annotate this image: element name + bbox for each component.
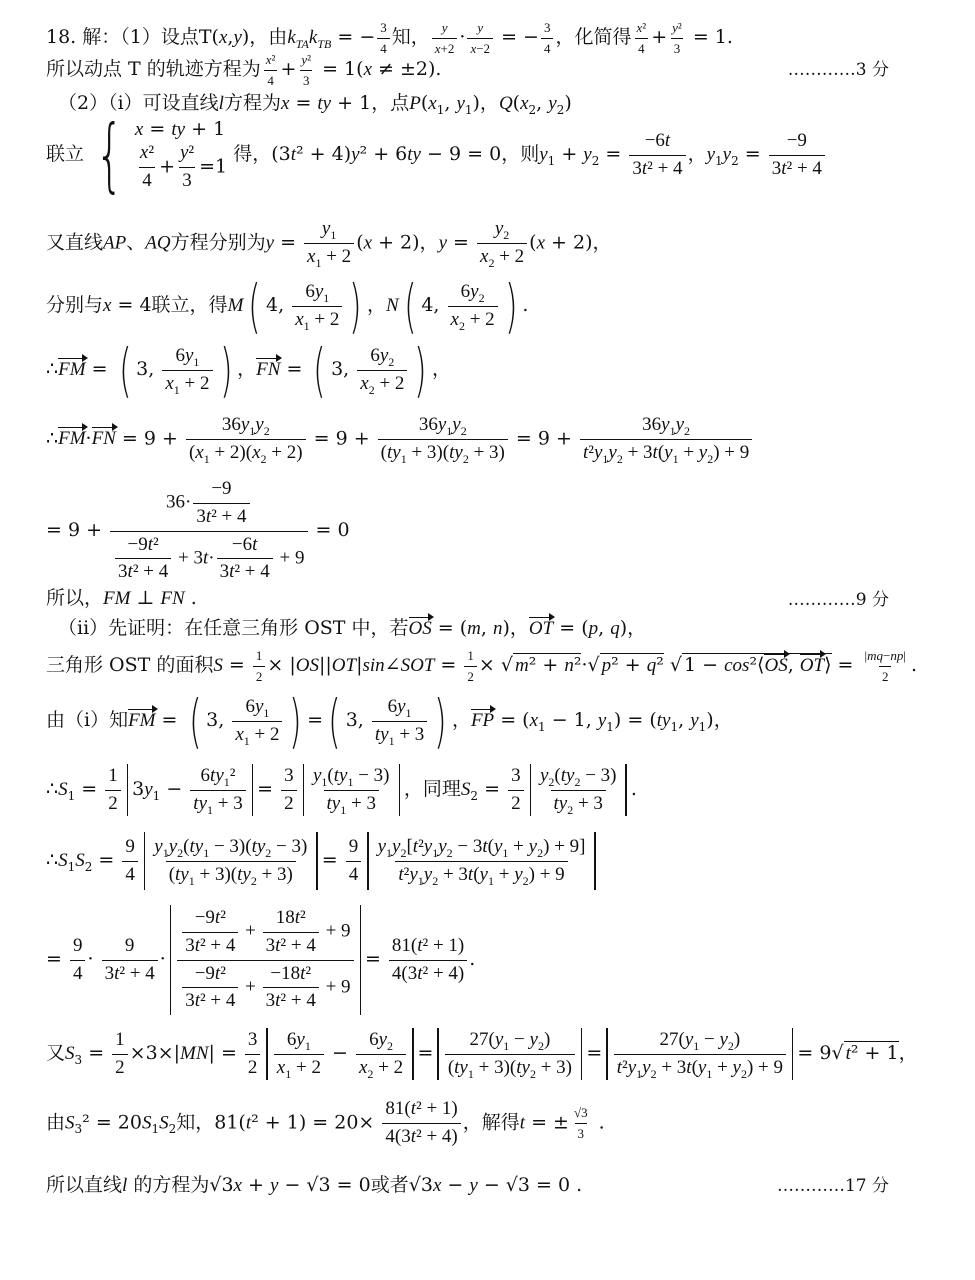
text: 分别与 [46,294,104,317]
text: 又直线 [46,231,104,254]
text: 由（i）知 [46,709,129,732]
part2-ii-line: （ii）先证明：在任意三角形 OST 中，若OS = (m, n)，OT = (p, q)， [58,617,647,639]
text: 或者 [370,1174,409,1196]
s3-line: 又$S_3$ = $\frac{1}{2}$ ×3×|MN| = $\frac{3}{2}$ $\frac{6y_1}{x_1 + 2}$ − $\frac{6y_2}{x_2 + 2}$ = $\frac{27(y_1 - y_2)}{(ty_1 + 3)(ty_2 + 3)}$ = $\frac{27(y_1 - y_2)}{t^2y_1y_2 + 3t(y_1 + y_2) + 9}$ = 9√ t² + 1， [46,1028,918,1081]
s3-squared-line: 由$S_3^2 = 20S_1S_2$知，81(t² + 1) = 20× $\frac{\text{81(t² + 1)}}{\text{4(3t² + 4)}}$ ，解得t = ± $\frac{√3}{3}$ . [46,1098,605,1147]
text: 联立 [46,143,85,166]
text: ，化简得 [555,26,632,49]
dot-product-line: ∴FM·FN = 9 + $\frac{36y_1y_2}{(x_1 + 2)(x_2 + 2)}$ = 9 + $\frac{36y_1y_2}{(ty_1 + 3)(ty_2 + 3)}$ = 9 + $\frac{36y_1y_2}{t^2y_1y_2 + 3t(y_1 + y_2) + 9}$ [46,414,754,465]
system-line: 联立 { x = ty + 1 $\frac{\text{x²}}{4}$ + $\frac{\text{y²}}{3}$ =1 得，(3t² + 4)y² + 6ty − 9 = 0，则$y_1 + y_2$ = $\frac{-6t}{\text{3t² + 4}}$ ，$y_1y_2$ = $\frac{-9}{\text{3t² + 4}}$ [46,118,827,192]
text: ，点 [371,92,410,114]
score-3: …………3 分 [787,60,889,80]
s1s2-line: $\therefore S_1S_2$ = $\frac{9}{4}$ $\frac{y_1y_2(ty_1 - 3)(ty_2 - 3)}{(ty_1 + 3)(ty_2 + 3)}$ = $\frac{9}{4}$ $\frac{y_1y_2[t^2y_1y_2 - 3t(y_1 + y_2) + 9]}{t^2y_1y_2 + 3t(y_1 + y_2) + 9}$ [46,832,600,890]
q18-intro: 18. 解：（1）设点 [46,26,199,49]
q18-line1: 18. 解：（1）设点T(x,y)，由$k_{TA}k_{TB}$ = − $\frac{3}{4}$ 知， $\frac{y}{x+2}$ · $\frac{y}{x-2}$ = − $\frac{3}{4}$ ，化简得 $\frac{\text{x²}}{4}$ + $\frac{\text{y²}}{3}$ = 1. [46,20,733,56]
text: 的方程为 [127,1174,210,1196]
text: 知， [391,26,430,49]
text: 三角形 OST 的面积 [46,654,214,677]
text: 所以动点 T 的轨迹方程为 [46,58,261,81]
text: 所以， [46,587,104,609]
s1s2-compound: = $\frac{9}{4}$ · $\frac{9}{\text{3t² + 4}}$ · $\frac{\text{−9t²}}{\text{3t² + 4}}$ + $\frac{\text{18t²}}{\text{3t² + 4}}$ + 9 $\frac{\text{−9t²}}{\text{3t² + 4}}$ + $\frac{\text{−18t²}}{\text{3t² + 4}}$ + 9 = $\frac{\text{81(t² + 1)}}{\text{4(3t² + 4)}}$ . [46,905,475,1015]
text: 方程分别为 [170,231,266,254]
text: 得， [233,143,272,166]
area-formula-line: 三角形 OST 的面积S = $\frac{1}{2}$ × |OS||OT|sin∠SOT = $\frac{1}{2}$ × √ m² + n²·√ p² + q² √ 1 − cos²⟨OS, OT⟩ = $\frac{|mq-np|}{2}$ . [46,648,918,684]
text: 联立，得 [151,294,228,317]
text: 所以直线 [46,1174,123,1196]
text: （ii）先证明：在任意三角形 OST 中，若 [58,617,409,639]
text: ∴ [46,427,59,450]
points-mn: 分别与x = 4联立，得M( 4, $\frac{6y_1}{x_1 + 2}$ ) ，N( 4, $\frac{6y_2}{x_2 + 2}$ ) . [46,272,529,340]
fm-fp-line: 由（i）知FM = ( 3, $\frac{6y_1}{x_1 + 2}$ ) =( 3, $\frac{6y_1}{ty_1 + 3}$ ) ，FP = ($x_1 - 1$, $y_1) = (ty_1$, $y_1$)， [46,687,733,755]
text: 由 [46,1111,66,1134]
compound-fraction-zero: = 9 + 36· $\frac{-9}{\text{3t² + 4}}$ $\frac{\text{−9t²}}{\text{3t² + 4}}$ + 3t· $\frac{-6t}{\text{3t² + 4}}$ + 9 = 0 [46,478,350,583]
score-9: …………9 分 [787,590,889,610]
text: ，则 [501,143,540,166]
text: 知， [176,1111,215,1134]
text: 又 [46,1042,66,1064]
lines-ap-aq: 又直线AP、AQ方程分别为y = $\frac{y_1}{x_1 + 2}$ (x + 2)，y = $\frac{y_2}{x_2 + 2}$ (x + 2)， [46,218,612,270]
q18-line2: 所以动点 T 的轨迹方程为 $\frac{\text{x²}}{4}$ + $\frac{\text{y²}}{3}$ = 1(x ≠ ±2). [46,52,442,88]
text: ，同理 [403,778,461,800]
vectors-fm-fn: ∴FM = ( 3, $\frac{6y_1}{x_1 + 2}$ ) ，FN = ( 3, $\frac{6y_2}{x_2 + 2}$ ) ， [46,336,452,404]
text: 方程为 [223,92,281,114]
final-line: 所以直线l 的方程为√3x + y − √3 = 0或者√3x − y − √3 = 0 . [46,1174,583,1196]
s1-line: $\therefore S_1$ = $\frac{1}{2}$ $3y_1$ − $\frac{6ty_1^2}{ty_1 + 3}$ = $\frac{3}{2}$ $\frac{y_1(ty_1 - 3)}{ty_1 + 3}$ ，同理$S_2$ = $\frac{3}{2}$ $\frac{y_2(ty_2 - 3)}{ty_2 + 3}$ . [46,764,637,817]
text: ∴ [46,358,59,381]
text: ，由 [249,26,288,49]
text: （2）（i）可设直线 [58,92,219,114]
text: 解得 [481,1111,520,1134]
score-17: …………17 分 [776,1176,889,1196]
perp-line: 所以，FM ⊥ FN . [46,587,197,609]
part2-i-line: （2）（i）可设直线l方程为x = ty + 1，点$P(x_1$, $y_1$)，$Q(x_2$, $y_2$) [58,92,572,117]
